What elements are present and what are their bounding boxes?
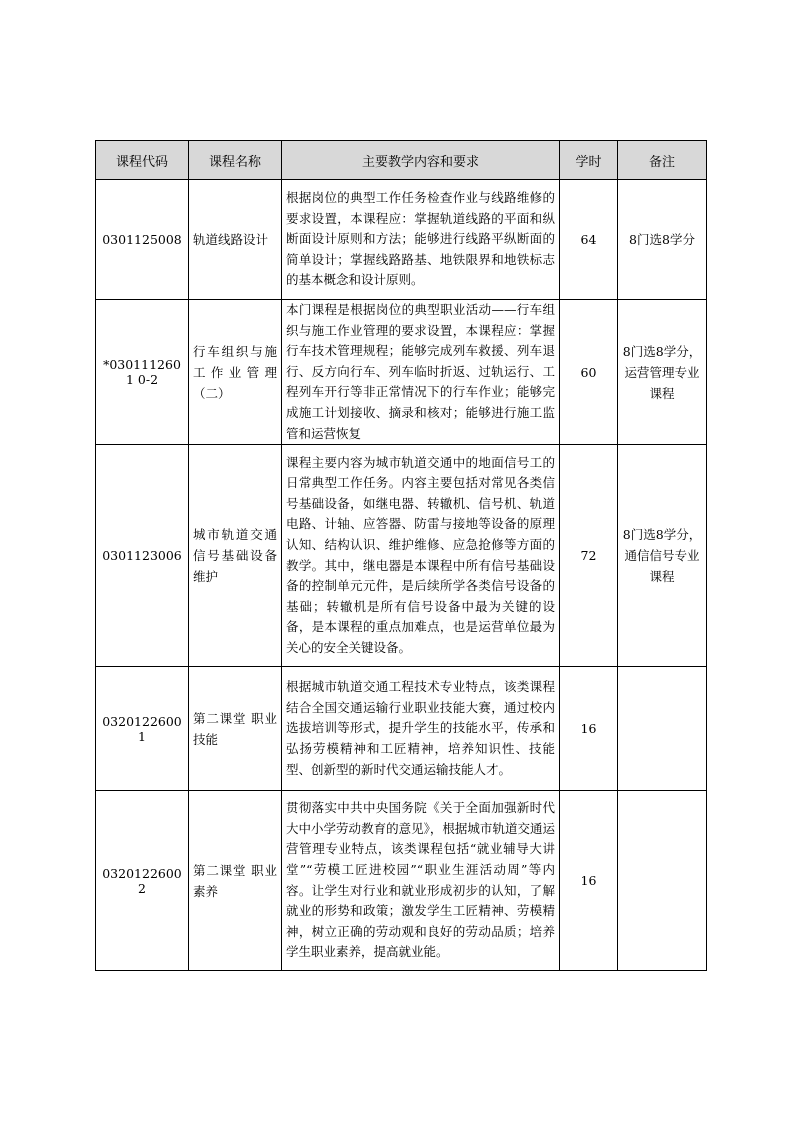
course-hours: 16	[560, 791, 618, 971]
course-name: 城市轨道交通信号基础设备维护	[189, 445, 282, 667]
course-note: 8门选8学分，运营管理专业课程	[618, 300, 707, 445]
course-content: 根据城市轨道交通工程技术专业特点，该类课程结合全国交通运输行业职业技能大赛，通过校内选拔培训等形式，提升学生的技能水平，传承和弘扬劳模精神和工匠精神，培养知识性、技能型、创新型的新时代交通运输技能人才。	[282, 667, 560, 791]
table-row	[96, 300, 707, 445]
course-hours: 64	[560, 180, 618, 300]
header-row	[96, 141, 707, 180]
table-body	[96, 180, 707, 971]
table-row	[96, 791, 707, 971]
course-hours: 60	[560, 300, 618, 445]
course-name: 第二课堂 职业素养	[189, 791, 282, 971]
course-code: 0301123006	[96, 445, 189, 667]
header-course-content: 主要教学内容和要求	[282, 141, 560, 180]
header-note: 备注	[618, 141, 707, 180]
course-content: 课程主要内容为城市轨道交通中的地面信号工的日常典型工作任务。内容主要包括对常见各类信号基础设备，如继电器、转辙机、信号机、轨道电路、计轴、应答器、防雷与接地等设备的原理认知、结构认识、维护维修、应急抢修等方面的教学。其中，继电器是本课程中所有信号基础设备的控制单元元件，是后续所学各类信号设备的基础；转辙机是所有信号设备中最为关键的设备，是本课程的重点加难点，也是运营单位最为关心的安全关键设备。	[282, 445, 560, 667]
course-note	[618, 667, 707, 791]
course-name: 第二课堂 职业技能	[189, 667, 282, 791]
course-code: 0301125008	[96, 180, 189, 300]
course-content: 根据岗位的典型工作任务检查作业与线路维修的要求设置，本课程应：掌握轨道线路的平面和纵断面设计原则和方法；能够进行线路平纵断面的简单设计；掌握线路路基、地铁限界和地铁标志的基本概念和设计原则。	[282, 180, 560, 300]
table-row	[96, 667, 707, 791]
course-content: 贯彻落实中共中央国务院《关于全面加强新时代大中小学劳动教育的意见》，根据城市轨道交通运营管理专业特点，该类课程包括“就业辅导大讲堂”“劳模工匠进校园”“职业生涯活动周”等内容。让学生对行业和就业形成初步的认知，了解就业的形势和政策；激发学生工匠精神、劳模精神，树立正确的劳动观和良好的劳动品质；培养学生职业素养，提高就业能。	[282, 791, 560, 971]
course-hours: 72	[560, 445, 618, 667]
course-name: 轨道线路设计	[189, 180, 282, 300]
course-name: 行车组织与施工作业管理（二）	[189, 300, 282, 445]
header-hours: 学时	[560, 141, 618, 180]
course-content: 本门课程是根据岗位的典型职业活动——行车组织与施工作业管理的要求设置，本课程应：掌握行车技术管理规程；能够完成列车救援、列车退行、反方向行车、列车临时折返、过轨运行、工程列车开行等非正常情况下的行车作业；能够完成施工计划接收、摘录和核对；能够进行施工监管和运营恢复	[282, 300, 560, 445]
table-header	[96, 141, 707, 180]
table-row	[96, 180, 707, 300]
table-row	[96, 445, 707, 667]
header-course-name: 课程名称	[189, 141, 282, 180]
header-course-code: 课程代码	[96, 141, 189, 180]
course-hours: 16	[560, 667, 618, 791]
course-note: 8门选8学分，通信信号专业课程	[618, 445, 707, 667]
course-code: 03201226001	[96, 667, 189, 791]
course-table	[95, 140, 707, 971]
course-note	[618, 791, 707, 971]
course-note: 8门选8学分	[618, 180, 707, 300]
course-code: *0301112601 0-2	[96, 300, 189, 445]
course-code: 03201226002	[96, 791, 189, 971]
